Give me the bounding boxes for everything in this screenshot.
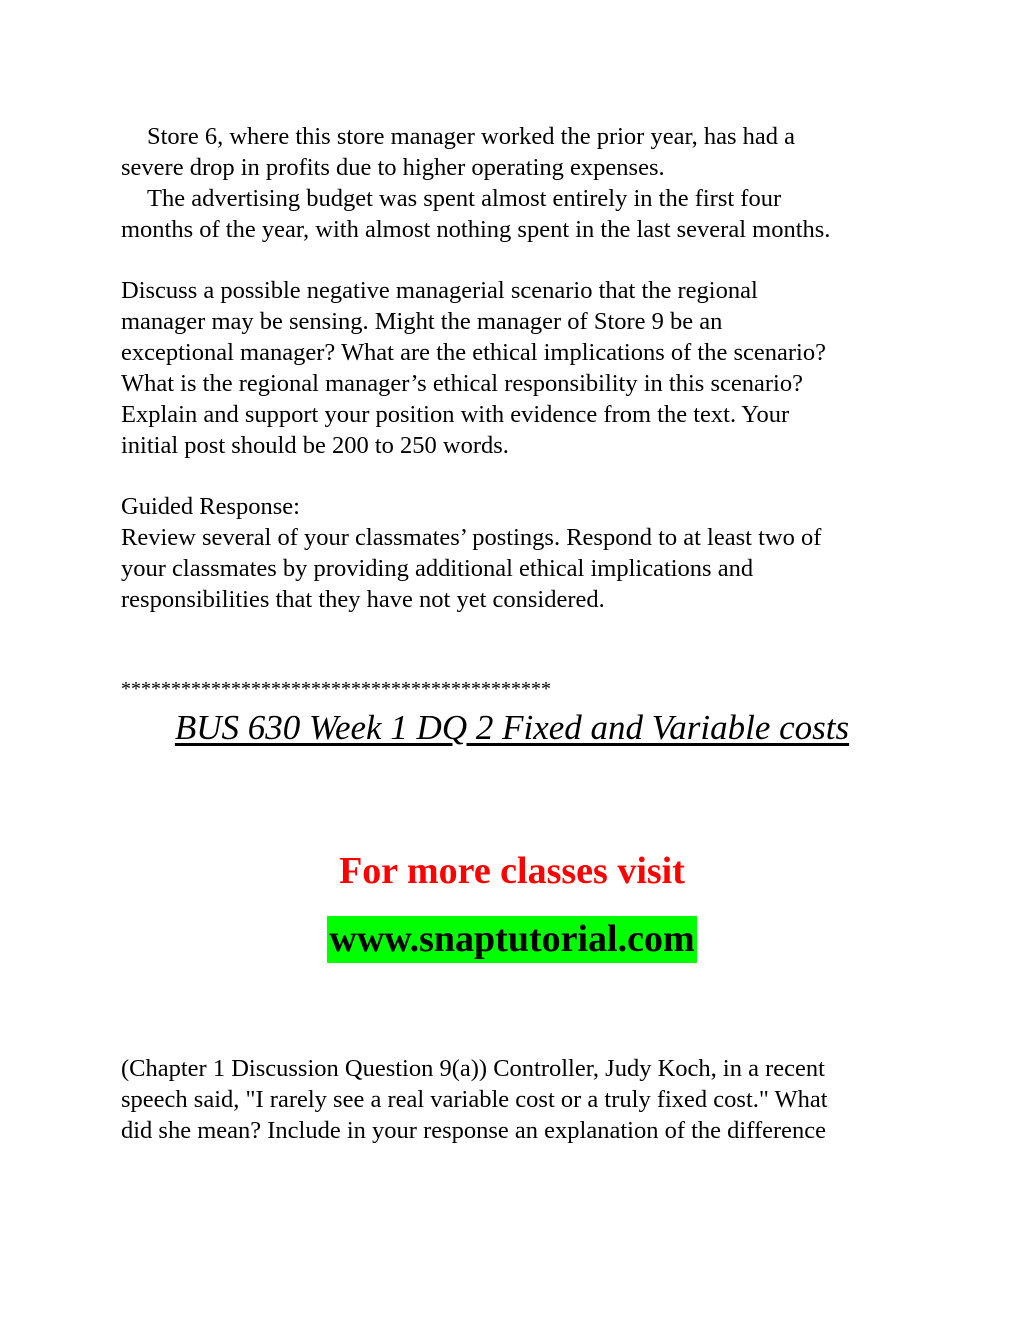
discussion-line: initial post should be 200 to 250 words. (121, 432, 509, 459)
question-line: (Chapter 1 Discussion Question 9(a)) Controller, Judy Koch, in a recent (121, 1055, 825, 1082)
promo-text: For more classes visit (339, 850, 685, 892)
question-line: speech said, "I rarely see a real variable cost or a truly fixed cost." What (121, 1086, 828, 1113)
intro-line: severe drop in profits due to higher operating expenses. (121, 154, 665, 181)
intro-line: months of the year, with almost nothing spent in the last several months. (121, 216, 831, 243)
separator-stars: ******************************************* (121, 678, 551, 700)
promo-link[interactable]: www.snaptutorial.com (327, 916, 696, 963)
discussion-line: manager may be sensing. Might the manager of Store 9 be an (121, 308, 723, 335)
intro-line: Store 6, where this store manager worked the prior year, has had a (147, 123, 796, 150)
discussion-line: Explain and support your position with evidence from the text. Your (121, 401, 790, 428)
guided-response-heading: Guided Response: (121, 493, 300, 520)
discussion-line: What is the regional manager’s ethical responsibility in this scenario? (121, 370, 803, 397)
discussion-line: Discuss a possible negative managerial scenario that the regional (121, 277, 758, 304)
section-title: BUS 630 Week 1 DQ 2 Fixed and Variable costs (174, 708, 850, 747)
guided-response-line: responsibilities that they have not yet considered. (121, 586, 605, 613)
promo-link-wrap (0, 916, 1024, 963)
guided-response-line: your classmates by providing additional ethical implications and (121, 555, 754, 582)
question-line: did she mean? Include in your response an explanation of the difference (121, 1117, 827, 1144)
intro-line: The advertising budget was spent almost entirely in the first four (147, 185, 782, 212)
discussion-line: exceptional manager? What are the ethical implications of the scenario? (121, 339, 826, 366)
guided-response-line: Review several of your classmates’ postings. Respond to at least two of (121, 524, 822, 551)
